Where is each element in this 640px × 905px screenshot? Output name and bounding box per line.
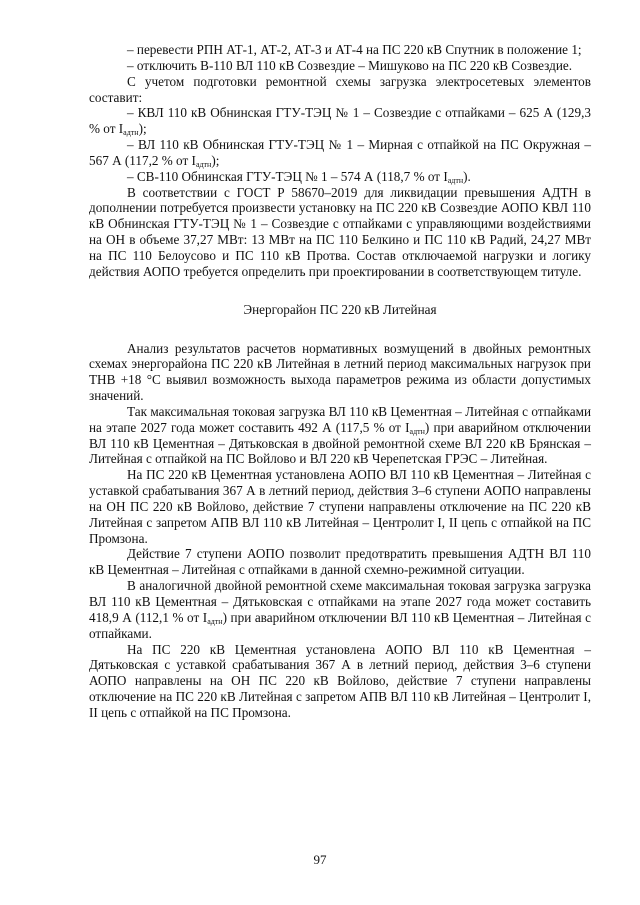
paragraph-max-load-2: В аналогичной двойной ремонтной схеме максимальная токовая загрузка загрузка ВЛ 110 кВ Цементная – Дятьковская с отпайками на этапе 2027 года может составить 418,9 А (112,1 % от $I_{адтн}$) при аварийном отключении ВЛ 110 кВ Цементная – Литейная с отпайками. [89, 578, 591, 641]
list-item-disconnect: – отключить В-110 ВЛ 110 кВ Созвездие – Мишуково на ПС 220 кВ Созвездие. [127, 57, 573, 73]
list-item-kvl-load: – КВЛ 110 кВ Обнинская ГТУ-ТЭЦ № 1 – Созвездие с отпайками – 625 А (129,3 % от $I_{адтн}$); [89, 105, 591, 138]
paragraph-aopo-1: На ПС 220 кВ Цементная установлена АОПО ВЛ 110 кВ Цементная – Литейная с уставкой срабатывания 367 А в летний период, действия 3–6 ступени АОПО направлены на ОН ПС 220 кВ Войлово, действие 7 ступени направлены отключение на ПС 220 кВ Литейная с запретом АПВ ВЛ 110 кВ Литейная – Центролит I, II цепь с отпайкой на ПС Промзона. [89, 467, 591, 546]
paragraph-gost: В соответствии с ГОСТ Р 58670–2019 для ликвидации превышения АДТН в дополнении потребуется произвести установку на ПС 220 кВ Созвездие АОПО КВЛ 110 кВ Обнинская ГТУ-ТЭЦ № 1 – Созвездие с отпайками с управляющими воздействиями на ОН в объеме 37,27 МВт: 13 МВт на ПС 110 Белкино и ПС 110 кВ Радий, 24,27 МВт на ПС 110 Белоусово и ПС 110 кВ Протва. Состав отключаемой нагрузки и логику действия АОПО требуется определить при проектировании в соответствующем титуле. [89, 184, 591, 279]
list-item-sv-load: – СВ-110 Обнинская ГТУ-ТЭЦ № 1 – 574 А (118,7 % от $I_{адтн}$). [127, 168, 471, 185]
paragraph-aopo-2: На ПС 220 кВ Цементная установлена АОПО ВЛ 110 кВ Цементная – Дятьковская с уставкой срабатывания 367 А в летний период, действия 3–6 ступени АОПО направлены на ОН ПС 220 кВ Войлово, действие 7 ступени направлены отключение на ПС 220 кВ Литейная с запретом АПВ ВЛ 110 кВ Литейная – Центролит I, II цепь с отпайкой на ПС Промзона. [89, 641, 591, 720]
paragraph-analysis: Анализ результатов расчетов нормативных возмущений в двойных ремонтных схемах энергорайона ПС 220 кВ Литейная в летний период максимальных нагрузок при ТНВ +18 °С выявил возможность выхода параметров режима из области допустимых значений. [89, 340, 591, 404]
list-item-vl-load: – ВЛ 110 кВ Обнинская ГТУ-ТЭЦ № 1 – Мирная с отпайкой на ПС Окружная – 567 А (117,2 % от $I_{адтн}$); [89, 137, 591, 169]
paragraph-max-load-1: Так максимальная токовая загрузка ВЛ 110 кВ Цементная – Литейная с отпайками на этапе 2027 года может составить 492 А (117,5 % от $I_{адтн}$) при аварийном отключении ВЛ 110 кВ Цементная – Дятьковская в двойной ремонтной схеме ВЛ 220 кВ Брянская – Литейная с отпайкой на ПС Войлово и ВЛ 220 кВ Черепетская ГРЭС – Литейная. [89, 403, 591, 467]
page-number: 97 [313, 852, 327, 867]
paragraph-step-7: Действие 7 ступени АОПО позволит предотвратить превышения АДТН ВЛ 110 кВ Цементная – Литейная с отпайками в данной схемно-режимной ситуации. [89, 546, 591, 578]
paragraph-repair-scheme: С учетом подготовки ремонтной схемы загрузка электросетевых элементов составит: [89, 73, 591, 105]
list-item-rpn: – перевести РПН АТ-1, АТ-2, АТ-3 и АТ-4 на ПС 220 кВ Спутник в положение 1; [127, 42, 582, 57]
section-heading: Энергорайон ПС 220 кВ Литейная [243, 301, 437, 317]
body-text [89, 42, 591, 721]
